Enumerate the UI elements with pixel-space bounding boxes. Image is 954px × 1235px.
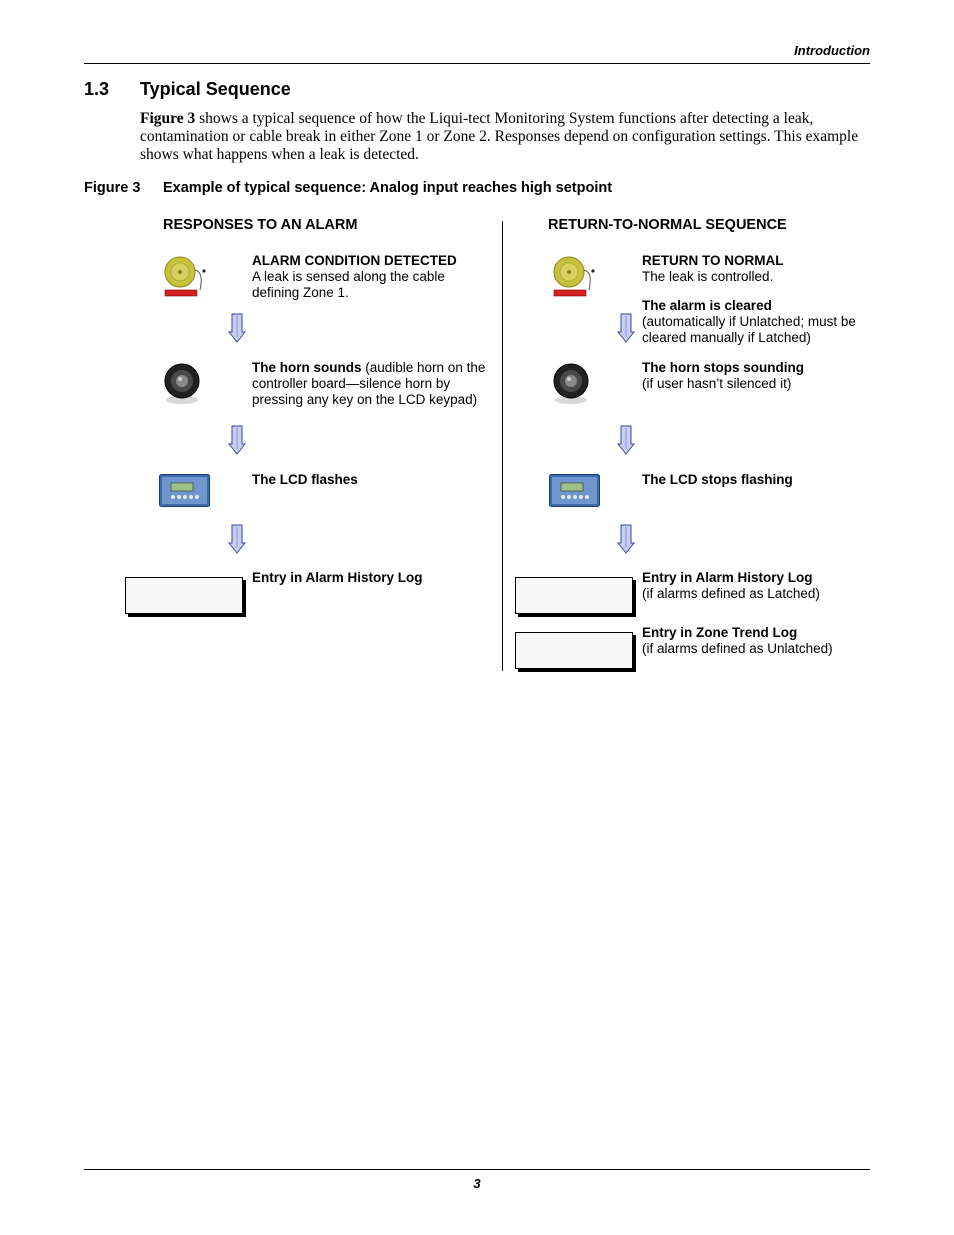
alarm-history-log-step [642, 570, 867, 602]
section-title: Typical Sequence [140, 79, 291, 99]
alarm-bell-icon [547, 254, 601, 298]
lcd-panel-icon [159, 474, 210, 507]
intro-text: shows a typical sequence of how the Liqui-tect Monitoring System functions after detecting a leak, contamination or cable break in either Zone 1 or Zone 2. Responses depend on configuration settings. This example shows what happens when a leak is detected. [140, 110, 859, 163]
alarm-history-log-title: Entry in Alarm History Log [642, 570, 813, 585]
horn-sounds-title: The horn sounds [252, 360, 362, 375]
return-to-normal-text: The leak is controlled. [642, 269, 774, 284]
alarm-bell-icon [158, 254, 212, 298]
alarm-detected-text: A leak is sensed along the cable defining Zone 1. [252, 269, 445, 300]
figure-reference: Figure 3 [140, 110, 196, 127]
horn-sounds-text: (audible horn on the controller board—silence horn by pressing any key on the LCD keypad) [252, 360, 486, 407]
horn-speaker-icon [162, 362, 202, 406]
alarm-detected-step [252, 253, 487, 301]
alarm-detected-title: ALARM CONDITION DETECTED [252, 253, 457, 268]
horn-sounds-step [252, 360, 492, 408]
down-arrow-icon [228, 313, 246, 343]
horn-speaker-icon [551, 362, 591, 406]
right-column-heading: RETURN-TO-NORMAL SEQUENCE [548, 217, 787, 233]
down-arrow-icon [617, 524, 635, 554]
alarm-cleared-title: The alarm is cleared [642, 298, 772, 313]
return-to-normal-title: RETURN TO NORMAL [642, 253, 784, 268]
down-arrow-icon [228, 524, 246, 554]
horn-stops-title: The horn stops sounding [642, 360, 804, 375]
alarm-history-log-step [252, 570, 423, 586]
down-arrow-icon [617, 425, 635, 455]
alarm-history-log-text: (if alarms defined as Latched) [642, 586, 820, 601]
left-column-heading: RESPONSES TO AN ALARM [163, 217, 358, 233]
footer-rule [84, 1169, 870, 1170]
horn-stops-text: (if user hasn’t silenced it) [642, 376, 792, 391]
section-number: 1.3 [84, 79, 110, 99]
header-rule [84, 63, 870, 64]
page-number: 3 [473, 1176, 481, 1191]
column-divider [502, 221, 503, 671]
lcd-flashes-step [252, 472, 358, 488]
zone-trend-log-text: (if alarms defined as Unlatched) [642, 641, 833, 656]
lcd-panel-icon [549, 474, 600, 507]
zone-trend-log-box [515, 632, 633, 669]
figure-label: Figure 3 [84, 180, 141, 196]
down-arrow-icon [617, 313, 635, 343]
return-to-normal-step [642, 253, 867, 285]
running-header: Introduction [794, 43, 870, 58]
lcd-stops-title: The LCD stops flashing [642, 472, 793, 487]
intro-paragraph [140, 110, 870, 164]
alarm-history-log-box [515, 577, 633, 614]
horn-stops-step [642, 360, 867, 392]
down-arrow-icon [228, 425, 246, 455]
alarm-cleared-text: (automatically if Unlatched; must be cleared manually if Latched) [642, 314, 856, 345]
lcd-stops-step [642, 472, 793, 488]
figure-title: Example of typical sequence: Analog input reaches high setpoint [163, 180, 613, 196]
zone-trend-log-title: Entry in Zone Trend Log [642, 625, 798, 640]
zone-trend-log-step [642, 625, 867, 657]
lcd-flashes-title: The LCD flashes [252, 472, 358, 487]
alarm-cleared-step [642, 298, 867, 346]
alarm-history-log-box [125, 577, 243, 614]
alarm-history-log-title: Entry in Alarm History Log [252, 570, 423, 585]
